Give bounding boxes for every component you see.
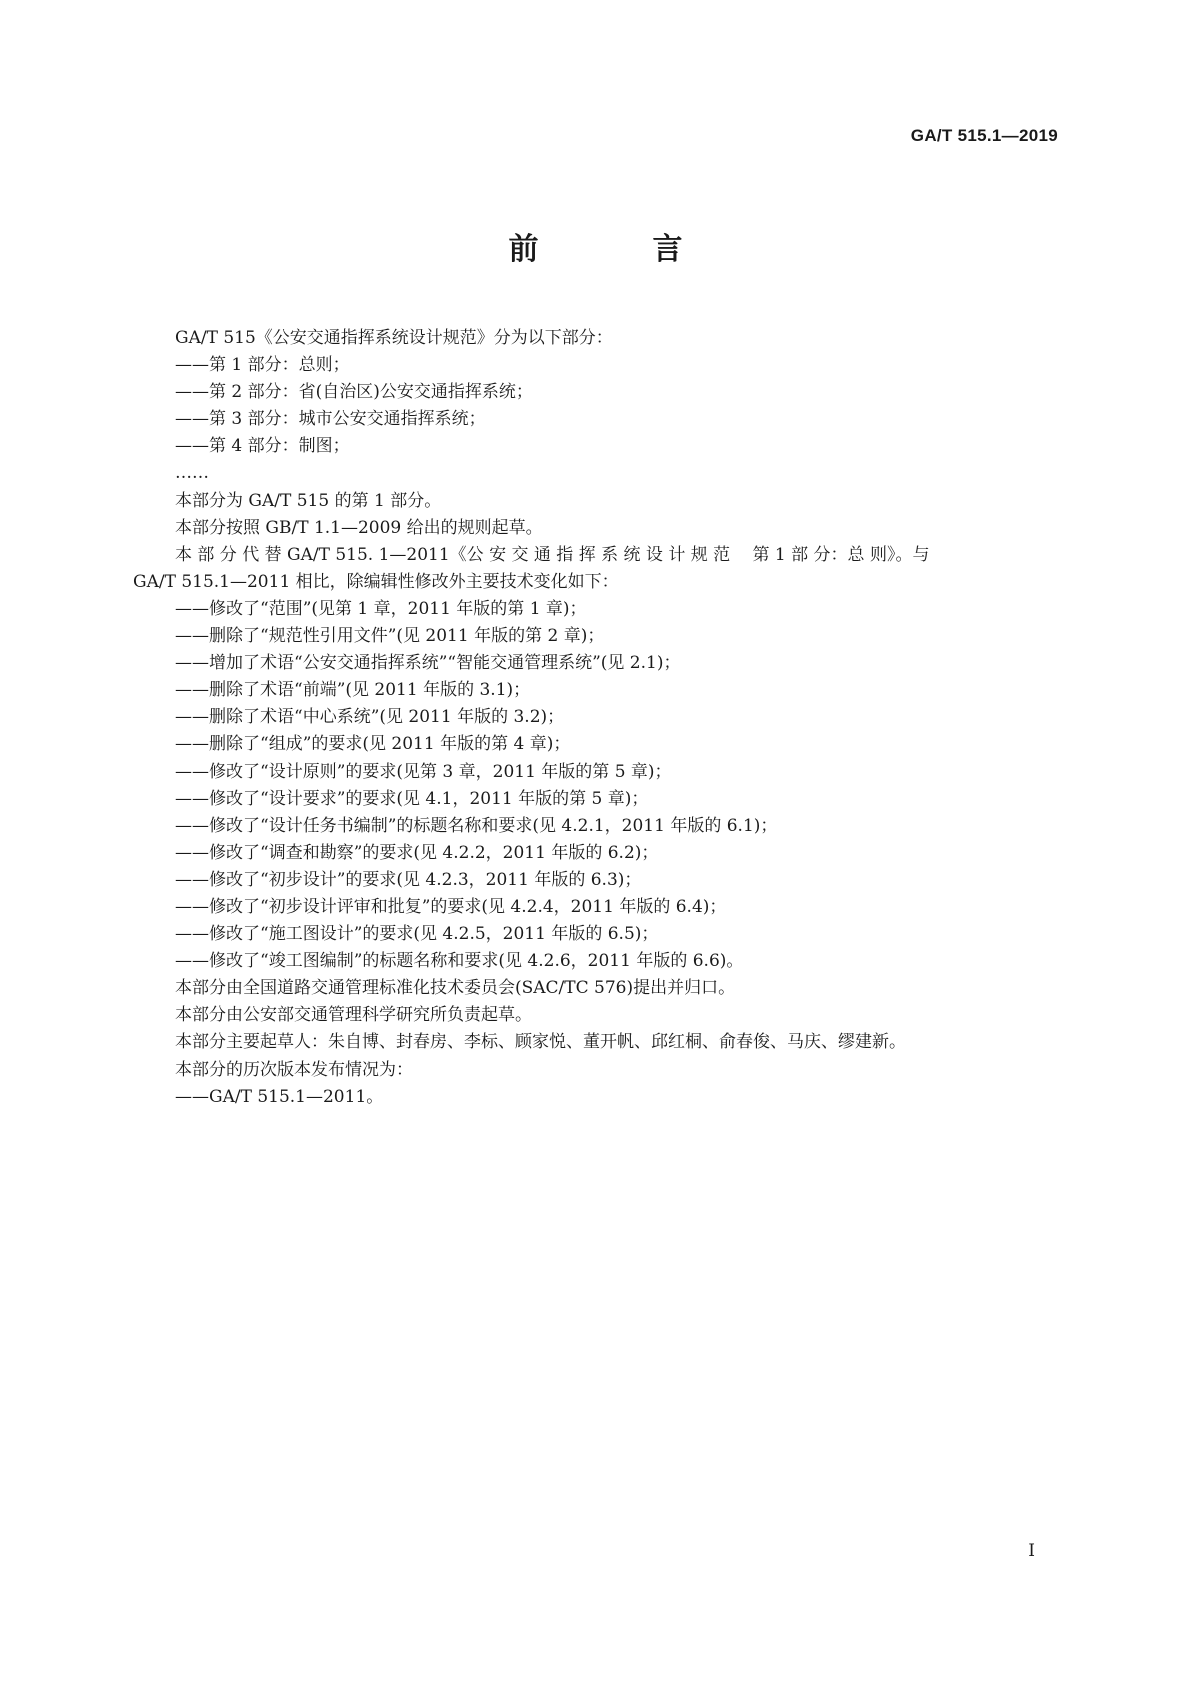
page-number: I (1028, 1541, 1035, 1561)
paragraph: 本部分为 GA/T 515 的第 1 部分。 (175, 490, 442, 511)
paragraph-history: 本部分的历次版本发布情况为： (175, 1059, 413, 1080)
change-list-item: ——修改了“调查和勘察”的要求(见 4.2.2，2011 年版的 6.2)； (175, 842, 659, 863)
change-list-item: ——修改了“初步设计评审和批复”的要求(见 4.2.4，2011 年版的 6.4)； (175, 896, 727, 917)
change-list-item: ——修改了“设计要求”的要求(见 4.1，2011 年版的第 5 章)； (175, 788, 649, 809)
history-list-item: ——GA/T 515.1—2011。 (175, 1086, 384, 1107)
change-list-item: ——修改了“竣工图编制”的标题名称和要求(见 4.2.6，2011 年版的 6.6)。 (175, 951, 744, 972)
paragraph-replaces: 本 部 分 代 替 GA/T 515. 1—2011《公 安 交 通 指 挥 系 统 设 计 规 范 第 1 部 分：总 则》。与 (175, 544, 930, 565)
paragraph-intro: GA/T 515《公安交通指挥系统设计规范》分为以下部分： (175, 328, 613, 348)
page-title: 前 言 (508, 232, 725, 267)
foreword-body (133, 325, 1061, 1111)
paragraph: 本部分按照 GB/T 1.1—2009 给出的规则起草。 (175, 517, 543, 538)
paragraph-drafting-org: 本部分由公安部交通管理科学研究所负责起草。 (175, 1005, 532, 1026)
standard-code: GA/T 515.1—2019 (910, 126, 1058, 145)
change-list-item: ——修改了“设计任务书编制”的标题名称和要求(见 4.2.1，2011 年版的 6.1)； (175, 815, 778, 836)
change-list-item: ——修改了“范围”(见第 1 章，2011 年版的第 1 章)； (175, 598, 587, 619)
change-list-item: ——删除了术语“前端”(见 2011 年版的 3.1)； (175, 680, 531, 701)
part-list-item: ——第 2 部分：省(自治区)公安交通指挥系统； (175, 382, 533, 403)
paragraph-proposer: 本部分由全国道路交通管理标准化技术委员会(SAC/TC 576)提出并归口。 (175, 978, 736, 999)
change-list-item: ——修改了“初步设计”的要求(见 4.2.3，2011 年版的 6.3)； (175, 869, 642, 890)
part-list-item: ——第 4 部分：制图； (175, 436, 350, 457)
change-list-item: ——删除了术语“中心系统”(见 2011 年版的 3.2)； (175, 707, 565, 728)
ellipsis: …… (175, 463, 209, 484)
change-list-item: ——增加了术语“公安交通指挥系统”“智能交通管理系统”(见 2.1)； (175, 653, 681, 674)
change-list-item: ——删除了“组成”的要求(见 2011 年版的第 4 章)； (175, 734, 571, 755)
part-list-item: ——第 3 部分：城市公安交通指挥系统； (175, 409, 486, 430)
change-list-item: ——修改了“设计原则”的要求(见第 3 章，2011 年版的第 5 章)； (175, 761, 672, 782)
paragraph-drafters: 本部分主要起草人：朱自博、封春房、李标、顾家悦、董开帆、邱红桐、俞春俊、马庆、缪建新。 (175, 1032, 906, 1053)
paragraph-replaces-continued: GA/T 515.1—2011 相比，除编辑性修改外主要技术变化如下： (133, 571, 619, 592)
change-list-item: ——删除了“规范性引用文件”(见 2011 年版的第 2 章)； (175, 626, 605, 647)
change-list-item: ——修改了“施工图设计”的要求(见 4.2.5，2011 年版的 6.5)； (175, 924, 659, 945)
part-list-item: ——第 1 部分：总则； (175, 355, 350, 376)
